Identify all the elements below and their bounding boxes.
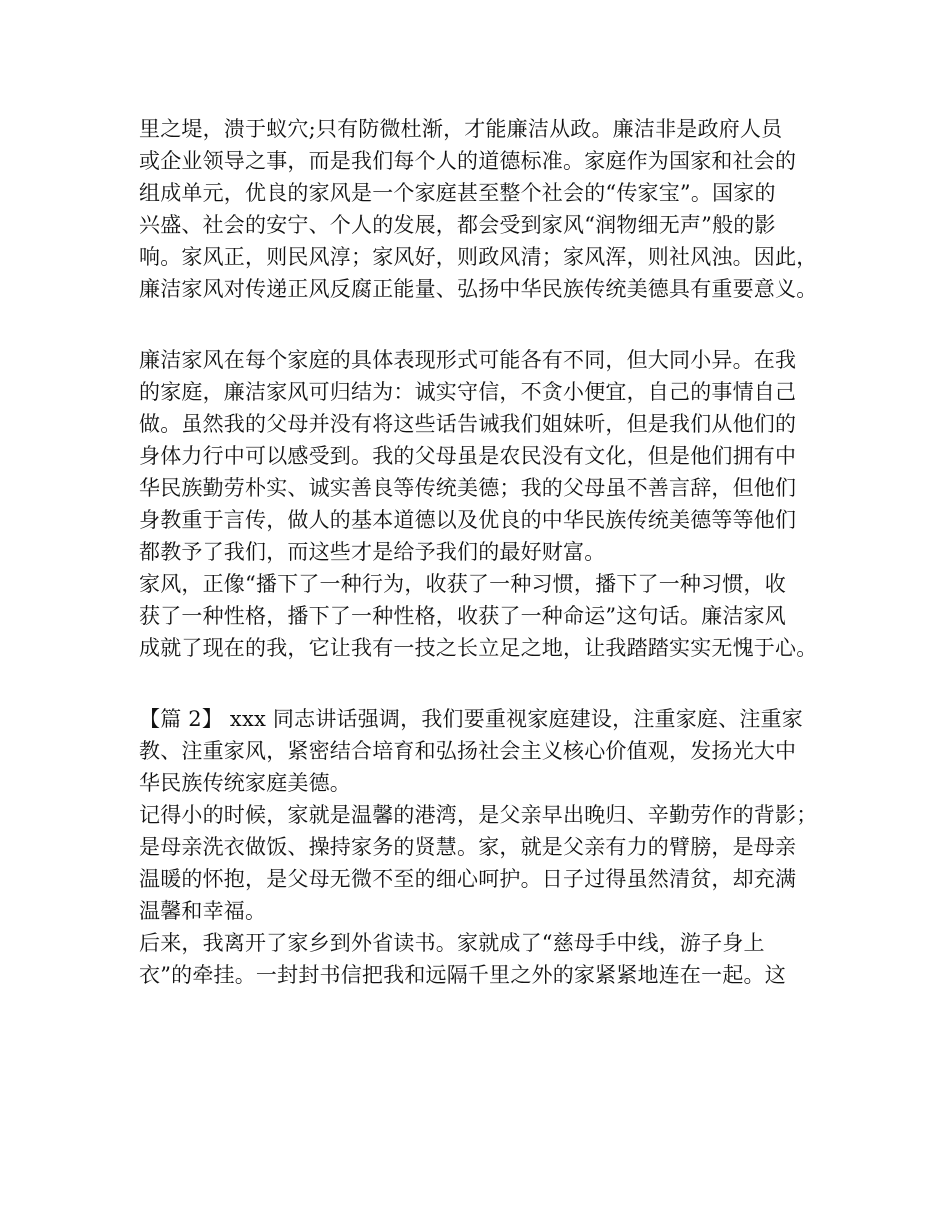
text-line: 做。虽然我的父母并没有将这些话告诫我们姐妹听，但是我们从他们的 <box>139 412 797 436</box>
text-line: 廉洁家风在每个家庭的具体表现形式可能各有不同，但大同小异。在我 <box>139 348 797 372</box>
paragraph-gap <box>139 305 839 344</box>
text-line: 组成单元，优良的家风是一个家庭甚至整个社会的“传家宝”。国家的 <box>139 181 776 205</box>
text-line: 记得小的时候，家就是温馨的港湾，是父亲早出晚归、辛勤劳作的背影； <box>139 803 818 827</box>
text-line: 身教重于言传，做人的基本道德以及优良的中华民族传统美德等等他们 <box>139 508 797 532</box>
text-line: 教、注重家风，紧密结合培育和弘扬社会主义核心价值观，发扬光大中 <box>139 739 797 763</box>
text-line: 后来，我离开了家乡到外省读书。家就成了“慈母手中线，游子身上 <box>139 931 765 955</box>
text-line: 的家庭，廉洁家风可归结为：诚实守信，不贪小便宜，自己的事情自己 <box>139 380 797 404</box>
text-line: 响。家风正，则民风淳；家风好，则政风清；家风浑，则社风浊。因此， <box>139 245 818 269</box>
text-line: 廉洁家风对传递正风反腐正能量、弘扬中华民族传统美德具有重要意义。 <box>139 277 818 301</box>
text-line: 家风，正像“播下了一种行为，收获了一种习惯，播下了一种习惯，收 <box>139 572 786 596</box>
text-line: 成就了现在的我，它让我有一技之长立足之地，让我踏踏实实无愧于心。 <box>139 636 818 660</box>
text-line: 都教予了我们，而这些才是给予我们的最好财富。 <box>139 540 606 564</box>
text-line: 或企业领导之事，而是我们每个人的道德标准。家庭作为国家和社会的 <box>139 149 797 173</box>
text-line: 衣”的牵挂。一封封书信把我和远隔千里之外的家紧紧地连在一起。这 <box>139 963 786 987</box>
document-body <box>139 113 839 991</box>
text-line: 身体力行中可以感受到。我的父母虽是农民没有文化，但是他们拥有中 <box>139 444 797 468</box>
text-line: 温馨和幸福。 <box>139 899 267 923</box>
text-line: 兴盛、社会的安宁、个人的发展，都会受到家风“润物细无声”般的影 <box>139 213 776 237</box>
section-heading-line: 【篇 2】 xxx 同志讲话强调，我们要重视家庭建设，注重家庭、注重家 <box>139 707 803 731</box>
text-line: 获了一种性格，播下了一种性格，收获了一种命运”这句话。廉洁家风 <box>139 604 786 628</box>
text-line: 华民族勤劳朴实、诚实善良等传统美德；我的父母虽不善言辞，但他们 <box>139 476 797 500</box>
text-line: 华民族传统家庭美德。 <box>139 771 351 795</box>
text-line: 温暖的怀抱，是父母无微不至的细心呵护。日子过得虽然清贫，却充满 <box>139 867 797 891</box>
text-line: 里之堤，溃于蚁穴;只有防微杜渐，才能廉洁从政。廉洁非是政府人员 <box>139 117 783 141</box>
paragraph-gap <box>139 664 839 703</box>
text-line: 是母亲洗衣做饭、操持家务的贤慧。家，就是父亲有力的臂膀，是母亲 <box>139 835 797 859</box>
